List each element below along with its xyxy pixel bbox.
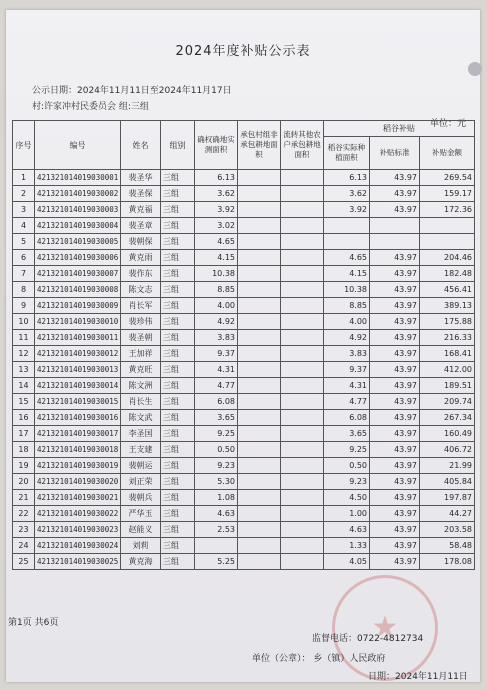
row-rice-area: 4.05	[324, 554, 370, 570]
row-name: 王支建	[121, 442, 161, 458]
row-group: 三组	[161, 202, 195, 218]
table-row	[13, 522, 475, 538]
row-standard: 43.97	[370, 506, 420, 522]
row-standard: 43.97	[370, 538, 420, 554]
row-contract-area	[238, 538, 281, 554]
row-amount: 405.84	[420, 474, 475, 490]
row-seq: 1	[13, 170, 35, 186]
subsidy-table	[12, 120, 475, 570]
row-group: 三组	[161, 394, 195, 410]
table-row	[13, 458, 475, 474]
row-name: 裴圣章	[121, 218, 161, 234]
row-code: 421321014019030022	[35, 506, 121, 522]
row-standard: 43.97	[370, 298, 420, 314]
row-rice-area: 10.38	[324, 282, 370, 298]
row-rice-area: 4.00	[324, 314, 370, 330]
row-contract-area	[238, 186, 281, 202]
row-amount	[420, 218, 475, 234]
table-row	[13, 282, 475, 298]
row-transfer-area	[281, 282, 324, 298]
row-land-area: 3.65	[195, 410, 238, 426]
row-code: 421321014019030014	[35, 378, 121, 394]
row-amount: 58.48	[420, 538, 475, 554]
table-row	[13, 218, 475, 234]
row-standard: 43.97	[370, 266, 420, 282]
row-name: 裴朝保	[121, 234, 161, 250]
row-rice-area: 4.15	[324, 266, 370, 282]
row-group: 三组	[161, 426, 195, 442]
row-group: 三组	[161, 474, 195, 490]
row-amount: 216.33	[420, 330, 475, 346]
row-name: 裴作东	[121, 266, 161, 282]
row-rice-area	[324, 218, 370, 234]
row-contract-area	[238, 410, 281, 426]
row-amount	[420, 234, 475, 250]
row-rice-area: 3.83	[324, 346, 370, 362]
row-transfer-area	[281, 170, 324, 186]
header-land-area: 确权确地实测面积	[195, 121, 238, 170]
row-code: 421321014019030023	[35, 522, 121, 538]
row-name: 裴朝运	[121, 458, 161, 474]
row-standard: 43.97	[370, 458, 420, 474]
row-rice-area	[324, 234, 370, 250]
row-seq: 5	[13, 234, 35, 250]
row-code: 421321014019030009	[35, 298, 121, 314]
row-group: 三组	[161, 538, 195, 554]
row-amount: 168.41	[420, 346, 475, 362]
table-row	[13, 346, 475, 362]
table-row	[13, 362, 475, 378]
row-seq: 14	[13, 378, 35, 394]
table-row	[13, 378, 475, 394]
row-code: 421321014019030016	[35, 410, 121, 426]
row-group: 三组	[161, 218, 195, 234]
row-rice-area: 8.85	[324, 298, 370, 314]
row-contract-area	[238, 298, 281, 314]
table-row	[13, 426, 475, 442]
row-seq: 25	[13, 554, 35, 570]
table-row	[13, 298, 475, 314]
row-code: 421321014019030011	[35, 330, 121, 346]
row-code: 421321014019030004	[35, 218, 121, 234]
row-transfer-area	[281, 250, 324, 266]
row-land-area: 4.15	[195, 250, 238, 266]
row-rice-area: 4.65	[324, 250, 370, 266]
row-standard: 43.97	[370, 186, 420, 202]
row-contract-area	[238, 554, 281, 570]
row-seq: 13	[13, 362, 35, 378]
row-amount: 267.34	[420, 410, 475, 426]
table-row	[13, 234, 475, 250]
row-group: 三组	[161, 522, 195, 538]
row-name: 王加祥	[121, 346, 161, 362]
row-code: 421321014019030017	[35, 426, 121, 442]
row-name: 裴朝兵	[121, 490, 161, 506]
row-name: 裴珍伟	[121, 314, 161, 330]
row-land-area: 9.25	[195, 426, 238, 442]
row-standard: 43.97	[370, 474, 420, 490]
row-rice-area: 9.25	[324, 442, 370, 458]
header-rice-subsidy: 稻谷补贴	[324, 121, 475, 137]
row-land-area: 4.92	[195, 314, 238, 330]
row-transfer-area	[281, 490, 324, 506]
row-name: 刘莉	[121, 538, 161, 554]
supervision-phone: 监督电话：0722-4812734	[312, 634, 424, 644]
row-standard: 43.97	[370, 410, 420, 426]
row-transfer-area	[281, 314, 324, 330]
official-seal: ★	[332, 575, 438, 681]
row-land-area: 4.77	[195, 378, 238, 394]
row-contract-area	[238, 218, 281, 234]
row-land-area: 4.65	[195, 234, 238, 250]
row-group: 三组	[161, 378, 195, 394]
row-seq: 21	[13, 490, 35, 506]
row-name: 严华玉	[121, 506, 161, 522]
row-land-area: 2.53	[195, 522, 238, 538]
table-row	[13, 330, 475, 346]
row-transfer-area	[281, 266, 324, 282]
table-row	[13, 474, 475, 490]
row-transfer-area	[281, 378, 324, 394]
row-code: 421321014019030007	[35, 266, 121, 282]
row-name: 肖长军	[121, 298, 161, 314]
row-contract-area	[238, 442, 281, 458]
row-land-area: 3.83	[195, 330, 238, 346]
row-contract-area	[238, 202, 281, 218]
row-land-area: 4.63	[195, 506, 238, 522]
row-group: 三组	[161, 458, 195, 474]
row-land-area: 8.85	[195, 282, 238, 298]
row-transfer-area	[281, 538, 324, 554]
row-name: 黄克海	[121, 554, 161, 570]
header-code: 编号	[35, 121, 121, 170]
row-standard: 43.97	[370, 250, 420, 266]
row-land-area: 3.02	[195, 218, 238, 234]
row-seq: 15	[13, 394, 35, 410]
row-amount: 269.54	[420, 170, 475, 186]
row-standard: 43.97	[370, 282, 420, 298]
table-row	[13, 314, 475, 330]
row-contract-area	[238, 346, 281, 362]
row-rice-area: 9.23	[324, 474, 370, 490]
row-name: 裴圣保	[121, 186, 161, 202]
row-seq: 18	[13, 442, 35, 458]
row-standard: 43.97	[370, 314, 420, 330]
row-contract-area	[238, 282, 281, 298]
row-rice-area: 4.50	[324, 490, 370, 506]
village-group: 村:许家冲村民委员会 组:三组	[32, 102, 149, 112]
row-transfer-area	[281, 362, 324, 378]
row-standard: 43.97	[370, 170, 420, 186]
row-contract-area	[238, 362, 281, 378]
row-code: 421321014019030001	[35, 170, 121, 186]
row-transfer-area	[281, 330, 324, 346]
table-row	[13, 394, 475, 410]
row-land-area: 6.13	[195, 170, 238, 186]
row-contract-area	[238, 330, 281, 346]
row-contract-area	[238, 314, 281, 330]
row-contract-area	[238, 394, 281, 410]
row-name: 裴圣朝	[121, 330, 161, 346]
header-group: 组别	[161, 121, 195, 170]
row-name: 黄克福	[121, 202, 161, 218]
row-transfer-area	[281, 394, 324, 410]
row-amount: 182.48	[420, 266, 475, 282]
row-group: 三组	[161, 234, 195, 250]
row-standard: 43.97	[370, 554, 420, 570]
row-transfer-area	[281, 426, 324, 442]
row-seq: 11	[13, 330, 35, 346]
header-contract-area: 承包村组非承包耕地面积	[238, 121, 281, 170]
pushpin-icon	[468, 62, 482, 76]
row-standard	[370, 218, 420, 234]
row-rice-area: 9.37	[324, 362, 370, 378]
row-transfer-area	[281, 474, 324, 490]
row-name: 陈文志	[121, 282, 161, 298]
row-code: 421321014019030019	[35, 458, 121, 474]
row-standard: 43.97	[370, 378, 420, 394]
row-code: 421321014019030024	[35, 538, 121, 554]
row-amount: 175.88	[420, 314, 475, 330]
row-seq: 3	[13, 202, 35, 218]
row-name: 肖长生	[121, 394, 161, 410]
row-standard: 43.97	[370, 362, 420, 378]
row-contract-area	[238, 266, 281, 282]
row-contract-area	[238, 522, 281, 538]
row-transfer-area	[281, 346, 324, 362]
row-transfer-area	[281, 202, 324, 218]
row-code: 421321014019030018	[35, 442, 121, 458]
table-row	[13, 202, 475, 218]
unit-label: 单位：元	[429, 119, 466, 129]
table-row	[13, 538, 475, 554]
row-rice-area: 1.33	[324, 538, 370, 554]
row-transfer-area	[281, 458, 324, 474]
table-row	[13, 490, 475, 506]
row-group: 三组	[161, 346, 195, 362]
row-amount: 160.49	[420, 426, 475, 442]
header-amount: 补贴金额	[420, 137, 475, 170]
row-group: 三组	[161, 554, 195, 570]
row-standard: 43.97	[370, 522, 420, 538]
row-standard: 43.97	[370, 442, 420, 458]
table-row	[13, 266, 475, 282]
row-transfer-area	[281, 234, 324, 250]
row-transfer-area	[281, 186, 324, 202]
header-standard: 补贴标准	[370, 137, 420, 170]
row-code: 421321014019030025	[35, 554, 121, 570]
row-land-area: 5.30	[195, 474, 238, 490]
row-standard: 43.97	[370, 490, 420, 506]
row-land-area: 4.00	[195, 298, 238, 314]
row-transfer-area	[281, 298, 324, 314]
row-rice-area: 4.63	[324, 522, 370, 538]
row-amount: 456.41	[420, 282, 475, 298]
row-land-area: 9.37	[195, 346, 238, 362]
header-seq: 序号	[13, 121, 35, 170]
row-standard	[370, 234, 420, 250]
row-seq: 8	[13, 282, 35, 298]
table-row	[13, 506, 475, 522]
table-row	[13, 442, 475, 458]
row-amount: 203.58	[420, 522, 475, 538]
row-group: 三组	[161, 442, 195, 458]
row-transfer-area	[281, 522, 324, 538]
row-group: 三组	[161, 250, 195, 266]
row-seq: 10	[13, 314, 35, 330]
header-rice-area: 稻谷实际种植面积	[324, 137, 370, 170]
row-contract-area	[238, 490, 281, 506]
table-row	[13, 170, 475, 186]
row-seq: 12	[13, 346, 35, 362]
row-amount: 197.87	[420, 490, 475, 506]
row-land-area: 0.50	[195, 442, 238, 458]
row-name: 赵能义	[121, 522, 161, 538]
row-group: 三组	[161, 330, 195, 346]
row-code: 421321014019030003	[35, 202, 121, 218]
row-seq: 19	[13, 458, 35, 474]
table-row	[13, 410, 475, 426]
page-title: 2024年度补贴公示表	[175, 44, 311, 59]
row-rice-area: 6.08	[324, 410, 370, 426]
row-transfer-area	[281, 410, 324, 426]
row-amount: 204.46	[420, 250, 475, 266]
row-amount: 189.51	[420, 378, 475, 394]
row-contract-area	[238, 234, 281, 250]
row-code: 421321014019030015	[35, 394, 121, 410]
row-seq: 7	[13, 266, 35, 282]
row-seq: 20	[13, 474, 35, 490]
row-code: 421321014019030005	[35, 234, 121, 250]
row-standard: 43.97	[370, 330, 420, 346]
header-transfer-area: 流转其他农户承包耕地面积	[281, 121, 324, 170]
row-code: 421321014019030012	[35, 346, 121, 362]
row-code: 421321014019030013	[35, 362, 121, 378]
row-land-area: 10.38	[195, 266, 238, 282]
row-group: 三组	[161, 362, 195, 378]
page-info: 第1页 共6页	[8, 618, 59, 628]
row-amount: 21.99	[420, 458, 475, 474]
row-name: 刘正荣	[121, 474, 161, 490]
row-rice-area: 1.00	[324, 506, 370, 522]
row-amount: 178.08	[420, 554, 475, 570]
row-contract-area	[238, 378, 281, 394]
row-code: 421321014019030006	[35, 250, 121, 266]
row-rice-area: 4.31	[324, 378, 370, 394]
row-group: 三组	[161, 298, 195, 314]
row-rice-area: 4.92	[324, 330, 370, 346]
row-contract-area	[238, 458, 281, 474]
row-group: 三组	[161, 266, 195, 282]
row-contract-area	[238, 506, 281, 522]
row-rice-area: 3.65	[324, 426, 370, 442]
row-amount: 406.72	[420, 442, 475, 458]
row-standard: 43.97	[370, 346, 420, 362]
row-land-area: 6.08	[195, 394, 238, 410]
row-contract-area	[238, 170, 281, 186]
row-seq: 4	[13, 218, 35, 234]
row-seq: 24	[13, 538, 35, 554]
row-name: 陈文洲	[121, 378, 161, 394]
row-standard: 43.97	[370, 426, 420, 442]
row-group: 三组	[161, 490, 195, 506]
row-rice-area: 4.77	[324, 394, 370, 410]
row-code: 421321014019030021	[35, 490, 121, 506]
row-code: 421321014019030008	[35, 282, 121, 298]
row-standard: 43.97	[370, 202, 420, 218]
table-row	[13, 186, 475, 202]
row-name: 陈文武	[121, 410, 161, 426]
row-amount: 412.00	[420, 362, 475, 378]
row-amount: 159.17	[420, 186, 475, 202]
row-group: 三组	[161, 186, 195, 202]
row-transfer-area	[281, 554, 324, 570]
row-amount: 172.36	[420, 202, 475, 218]
issue-date: 日期：2024年11月11日	[368, 672, 468, 682]
publish-period: 公示日期：2024年11月11日至2024年11月17日	[32, 86, 232, 96]
row-amount: 209.74	[420, 394, 475, 410]
row-name: 黄克旺	[121, 362, 161, 378]
row-group: 三组	[161, 282, 195, 298]
row-land-area: 9.23	[195, 458, 238, 474]
row-name: 李圣国	[121, 426, 161, 442]
row-seq: 23	[13, 522, 35, 538]
row-rice-area: 0.50	[324, 458, 370, 474]
table-row	[13, 554, 475, 570]
row-group: 三组	[161, 506, 195, 522]
row-seq: 9	[13, 298, 35, 314]
row-seq: 22	[13, 506, 35, 522]
row-group: 三组	[161, 410, 195, 426]
row-amount: 44.27	[420, 506, 475, 522]
row-land-area: 5.25	[195, 554, 238, 570]
row-code: 421321014019030010	[35, 314, 121, 330]
row-code: 421321014019030020	[35, 474, 121, 490]
unit-signature: 单位（公章）： 乡（镇）人民政府	[252, 654, 386, 664]
row-name: 裴圣华	[121, 170, 161, 186]
row-land-area: 1.08	[195, 490, 238, 506]
row-seq: 2	[13, 186, 35, 202]
row-group: 三组	[161, 314, 195, 330]
header-name: 姓名	[121, 121, 161, 170]
row-rice-area: 3.92	[324, 202, 370, 218]
row-code: 421321014019030002	[35, 186, 121, 202]
row-rice-area: 6.13	[324, 170, 370, 186]
row-land-area: 3.62	[195, 186, 238, 202]
row-transfer-area	[281, 442, 324, 458]
row-seq: 17	[13, 426, 35, 442]
table-row	[13, 250, 475, 266]
row-land-area: 4.31	[195, 362, 238, 378]
row-contract-area	[238, 474, 281, 490]
row-group: 三组	[161, 170, 195, 186]
row-contract-area	[238, 426, 281, 442]
row-amount: 389.13	[420, 298, 475, 314]
row-rice-area: 3.62	[324, 186, 370, 202]
row-seq: 16	[13, 410, 35, 426]
row-land-area	[195, 538, 238, 554]
row-seq: 6	[13, 250, 35, 266]
row-name: 黄克雨	[121, 250, 161, 266]
row-contract-area	[238, 250, 281, 266]
row-transfer-area	[281, 218, 324, 234]
row-transfer-area	[281, 506, 324, 522]
row-land-area: 3.92	[195, 202, 238, 218]
row-standard: 43.97	[370, 394, 420, 410]
